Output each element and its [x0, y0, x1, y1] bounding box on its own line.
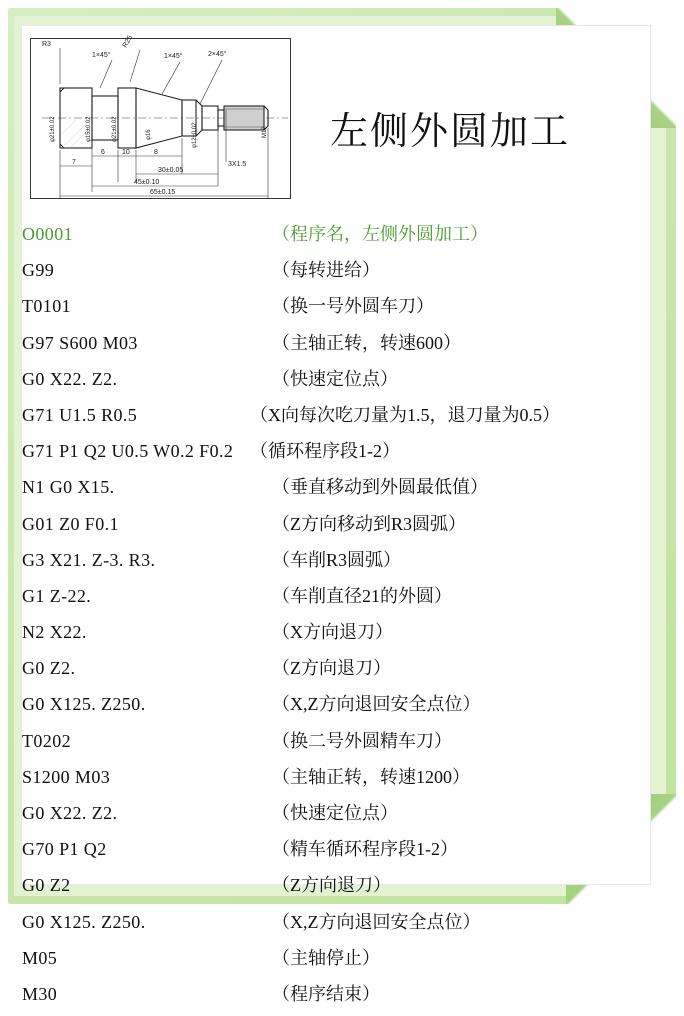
svg-text:φ15±0.02: φ15±0.02	[86, 116, 92, 142]
program-line	[22, 944, 622, 980]
program-comment: （精车循环程序段1-2）	[272, 839, 458, 860]
svg-text:1×45°: 1×45°	[92, 52, 111, 59]
program-line	[22, 546, 622, 582]
program-comment: （快速定位点）	[272, 368, 398, 389]
program-comment: （主轴正转，转速600）	[272, 332, 461, 353]
program-comment: （换一号外圆车刀）	[272, 296, 434, 317]
program-code: G0 X22. Z2.	[22, 803, 118, 823]
program-code: G97 S600 M03	[22, 332, 138, 353]
program-line	[22, 763, 622, 799]
svg-text:6: 6	[101, 149, 105, 156]
program-line	[22, 799, 622, 835]
program-code: N1 G0 X15.	[22, 477, 115, 498]
svg-text:φ21±0.02: φ21±0.02	[50, 116, 56, 142]
program-comment: （换二号外圆精车刀）	[272, 730, 452, 751]
svg-text:2×45°: 2×45°	[208, 51, 227, 58]
program-comment: （每转进给）	[272, 260, 380, 281]
program-code: G0 X22. Z2.	[22, 368, 118, 389]
part-technical-drawing	[30, 14, 320, 209]
page-title: 左侧外圆加工	[330, 111, 571, 153]
program-line	[22, 401, 622, 437]
nc-program-listing	[22, 220, 622, 1016]
program-code: G99	[22, 260, 55, 281]
program-code: G0 Z2	[22, 875, 71, 896]
program-comment: （垂直移动到外圆最低值）	[272, 477, 488, 498]
program-line	[22, 690, 622, 726]
program-line	[22, 908, 622, 944]
program-comment: （主轴正转，转速1200）	[272, 766, 470, 787]
svg-text:30±0.05: 30±0.05	[158, 167, 184, 174]
program-code: O0001	[22, 224, 73, 244]
program-code: G3 X21. Z-3. R3.	[22, 549, 156, 570]
program-comment: （车削R3圆弧）	[272, 549, 402, 570]
program-line	[22, 220, 622, 256]
program-line	[22, 292, 622, 328]
program-code: G70 P1 Q2	[22, 839, 107, 860]
program-line	[22, 473, 622, 509]
program-code: M05	[22, 947, 58, 968]
program-code: G0 X125. Z250.	[22, 694, 146, 715]
program-code: S1200 M03	[22, 766, 111, 787]
svg-text:7: 7	[72, 159, 76, 166]
svg-text:φ16: φ16	[146, 129, 152, 140]
program-line	[22, 510, 622, 546]
program-code: T0202	[22, 730, 71, 751]
svg-text:1×45°: 1×45°	[164, 53, 183, 60]
program-comment: （X向每次吃刀量为1.5，退刀量为0.5）	[250, 404, 560, 425]
program-comment: （主轴停止）	[272, 947, 380, 968]
program-comment: （快速定位点）	[272, 803, 398, 823]
program-comment: （X,Z方向退回安全点位）	[272, 911, 481, 932]
svg-text:10: 10	[122, 149, 130, 156]
svg-text:φ21±0.02: φ21±0.02	[112, 116, 118, 142]
program-line	[22, 871, 622, 907]
program-line	[22, 582, 622, 618]
program-line	[22, 654, 622, 690]
program-comment: （Z方向退刀）	[272, 658, 391, 679]
program-line	[22, 727, 622, 763]
program-line	[22, 256, 622, 292]
program-line	[22, 365, 622, 401]
svg-text:3X1.5: 3X1.5	[228, 161, 247, 168]
program-comment: （X,Z方向退回安全点位）	[272, 694, 481, 715]
program-code: G0 Z2.	[22, 658, 76, 679]
program-comment: （程序结束）	[272, 983, 380, 1004]
program-comment: （车削直径21的外圆）	[272, 585, 452, 606]
program-code: G1 Z-22.	[22, 585, 92, 606]
svg-text:45±0.10: 45±0.10	[134, 179, 160, 186]
program-comment: （Z方向退刀）	[272, 875, 391, 896]
program-code: M30	[22, 983, 58, 1004]
program-code: T0101	[22, 296, 71, 317]
program-code: N2 X22.	[22, 622, 87, 643]
program-line	[22, 618, 622, 654]
program-line	[22, 980, 622, 1016]
program-code: G71 U1.5 R0.5	[22, 404, 138, 425]
program-line	[22, 329, 622, 365]
program-comment: （程序名，左侧外圆加工）	[272, 224, 488, 244]
program-comment: （X方向退刀）	[272, 622, 393, 643]
program-code: G0 X125. Z250.	[22, 911, 146, 932]
program-line	[22, 835, 622, 871]
program-code: G71 P1 Q2 U0.5 W0.2 F0.2	[22, 441, 234, 462]
svg-text:8: 8	[154, 149, 158, 156]
program-line	[22, 437, 622, 473]
svg-text:φ12±0.02: φ12±0.02	[192, 122, 198, 148]
svg-text:R25: R25	[121, 34, 135, 49]
svg-text:R3: R3	[42, 41, 51, 48]
program-comment: （Z方向移动到R3圆弧）	[272, 513, 467, 534]
program-code: G01 Z0 F0.1	[22, 513, 119, 534]
program-comment: （循环程序段1-2）	[250, 441, 400, 462]
svg-text:M12: M12	[262, 126, 268, 138]
svg-text:65±0.15: 65±0.15	[150, 189, 176, 196]
